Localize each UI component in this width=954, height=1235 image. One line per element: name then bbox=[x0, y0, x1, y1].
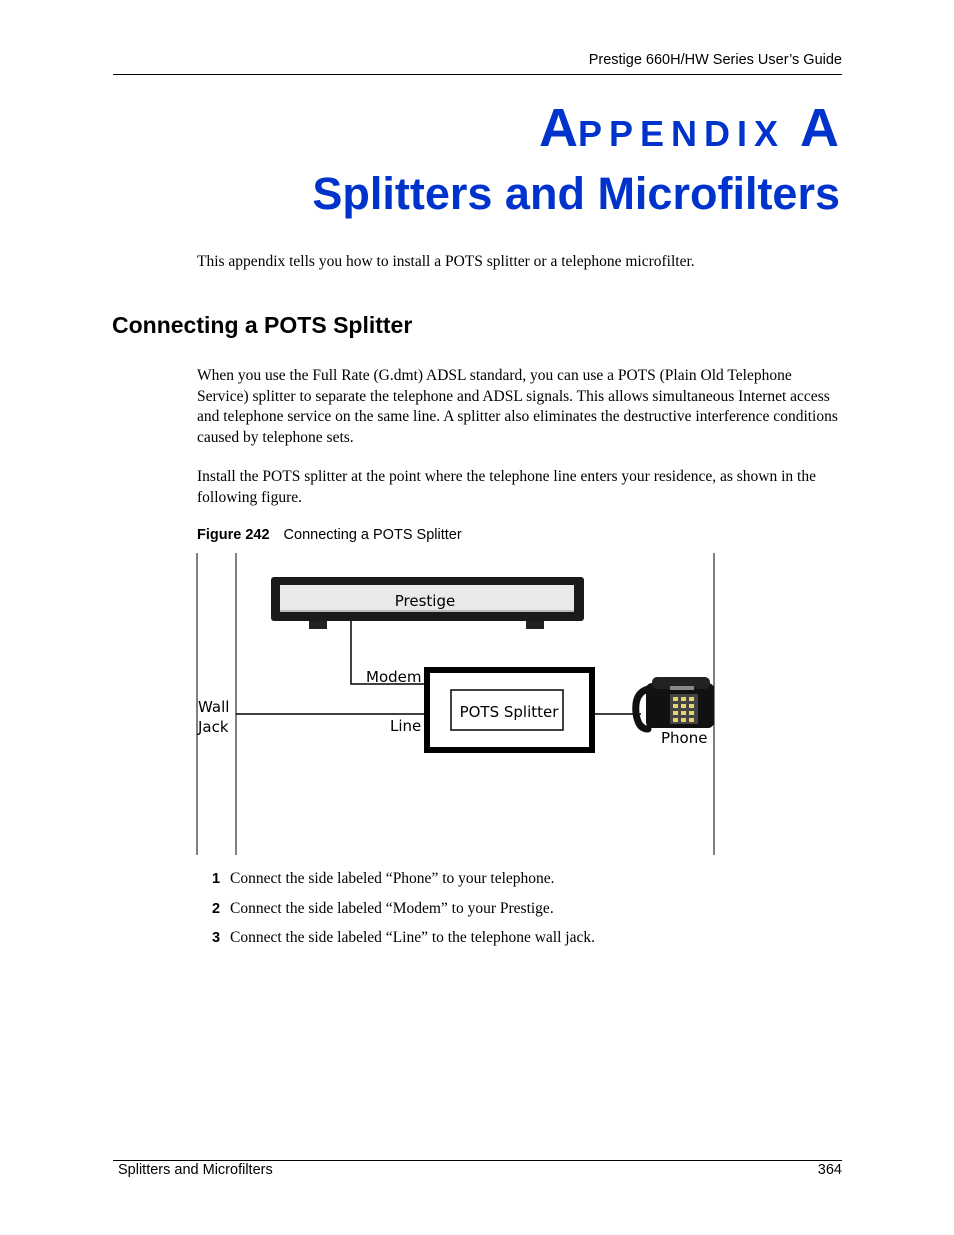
section-heading: Connecting a POTS Splitter bbox=[112, 312, 413, 338]
connection-diagram bbox=[196, 553, 717, 857]
appendix-label bbox=[539, 98, 839, 164]
splitter-label: POTS Splitter bbox=[459, 703, 559, 721]
page-title: Splitters and Microfilters bbox=[312, 168, 840, 219]
paragraph-full-rate: When you use the Full Rate (G.dmt) ADSL standard, you can use a POTS (Plain Old Telephone Service) splitter to separate the telephone and ADSL signals. This allows simultaneous Internet access and telephone service on the same line. A splitter also eliminates the destructive interference conditions caused by telephone sets. bbox=[197, 367, 838, 446]
jack-label: Jack bbox=[198, 718, 229, 736]
phone-label: Phone bbox=[661, 729, 708, 747]
step-text: Connect the side labeled “Phone” to your telephone. bbox=[230, 870, 555, 887]
footer-section-title: Splitters and Microfilters bbox=[118, 1162, 273, 1178]
figure-caption-text: Connecting a POTS Splitter bbox=[283, 527, 462, 543]
page-footer bbox=[118, 1162, 842, 1178]
appendix-prefix-first: A bbox=[538, 98, 578, 158]
paragraph-install: Install the POTS splitter at the point where the telephone line enters your residence, as shown in the following figure. bbox=[197, 468, 816, 506]
page-number: 364 bbox=[817, 1162, 842, 1178]
step-item bbox=[212, 899, 832, 929]
modem-label: Modem bbox=[366, 668, 422, 686]
step-text: Connect the side labeled “Line” to the telephone wall jack. bbox=[230, 929, 595, 946]
step-text: Connect the side labeled “Modem” to your Prestige. bbox=[230, 899, 554, 917]
step-number: 1 bbox=[212, 871, 221, 887]
appendix-prefix-rest: PPENDIX bbox=[577, 113, 785, 154]
footer-rule bbox=[113, 1160, 842, 1161]
prestige-label: Prestige bbox=[394, 592, 456, 610]
steps-list bbox=[212, 869, 832, 958]
intro-paragraph: This appendix tells you how to install a POTS splitter or a telephone microfilter. bbox=[197, 253, 695, 270]
running-header: Prestige 660H/HW Series User’s Guide bbox=[588, 52, 842, 68]
splitter-box bbox=[427, 670, 592, 750]
wall-label: Wall bbox=[198, 698, 230, 716]
pots-splitter-figure bbox=[196, 553, 717, 862]
step-number: 2 bbox=[212, 900, 221, 917]
step-item bbox=[212, 869, 832, 899]
figure-caption bbox=[197, 527, 462, 543]
appendix-letter: A bbox=[800, 98, 839, 158]
prestige-device bbox=[271, 577, 584, 629]
telephone-icon bbox=[636, 677, 714, 729]
figure-number: Figure 242 bbox=[197, 527, 270, 543]
line-label: Line bbox=[390, 717, 422, 735]
header-rule bbox=[113, 74, 842, 75]
step-item bbox=[212, 928, 832, 958]
step-number: 3 bbox=[212, 930, 221, 946]
